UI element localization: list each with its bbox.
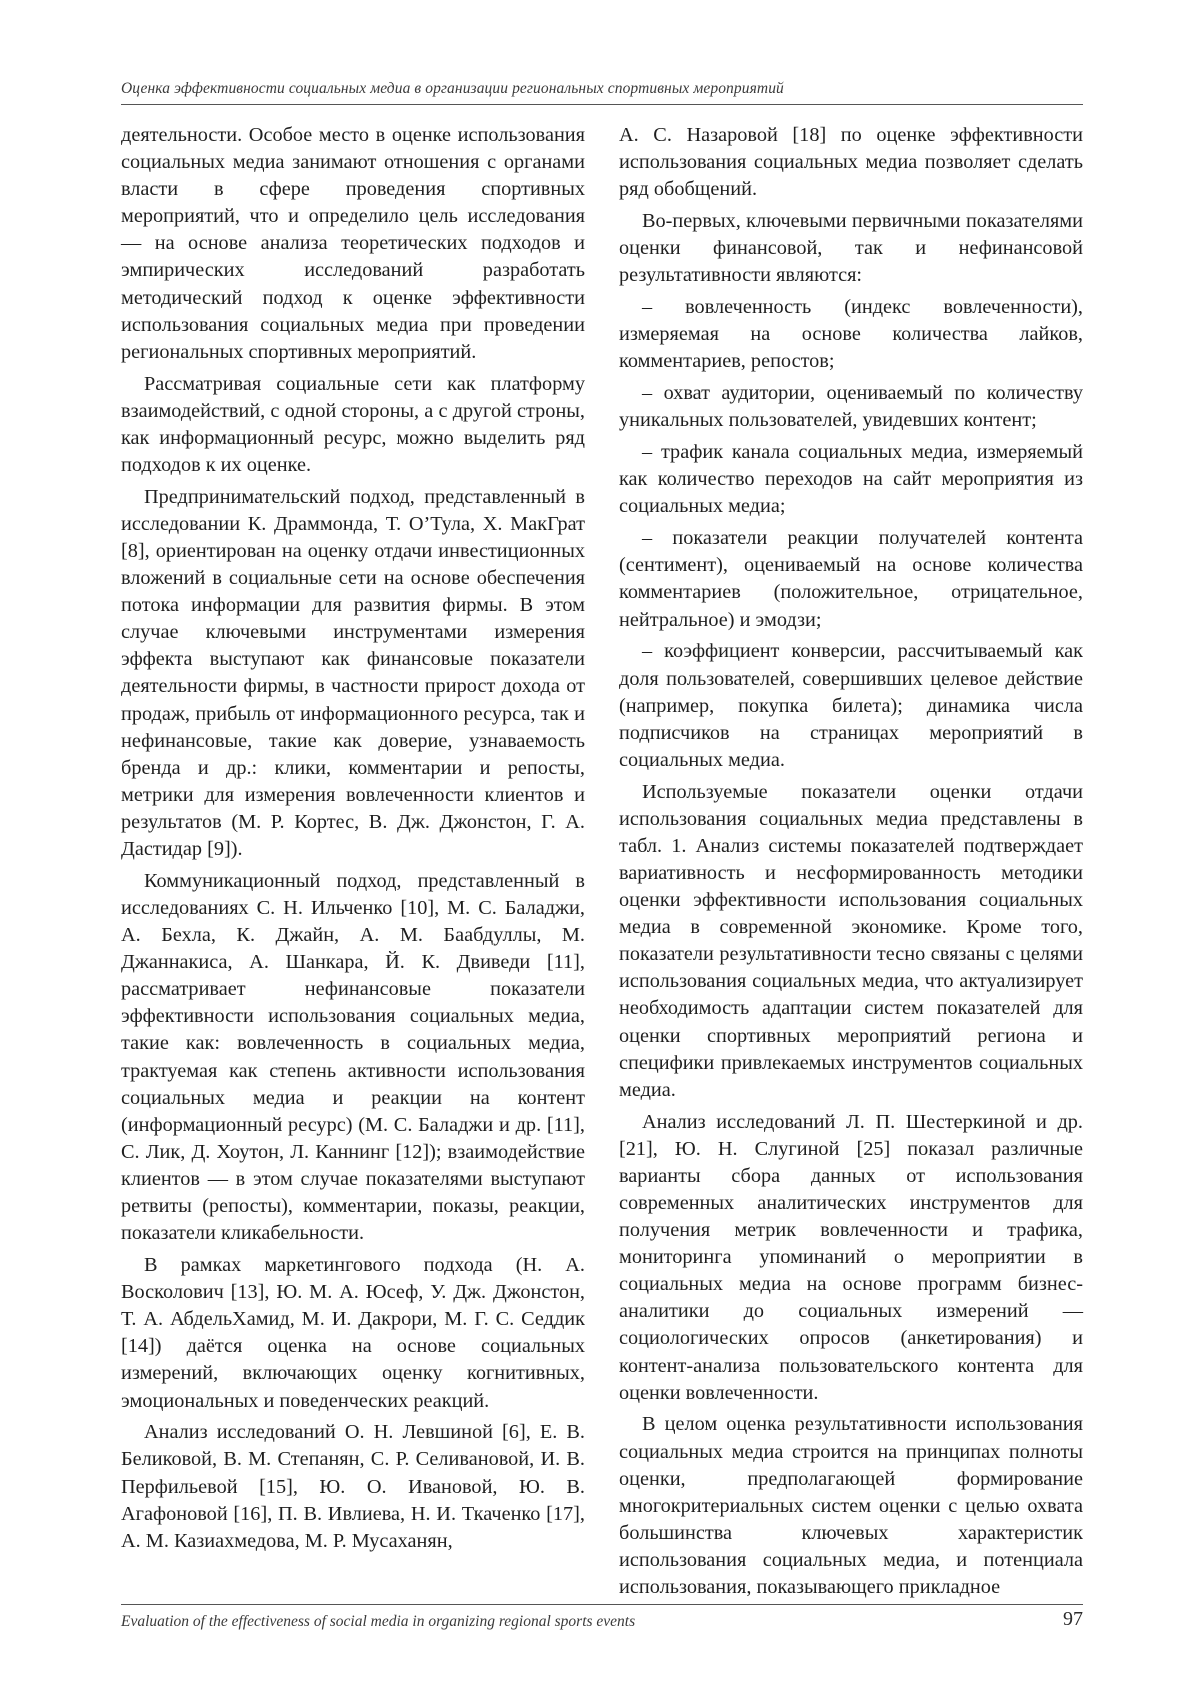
paragraph-continuation: деятельности. Особое место в оценке использования социальных медиа занимают отношения с органами власти в сфере проведения спортивных мероприятий, что и определило цель исследования — на основе анализа теоретических подходов и эмпирических исследований разработать методический подход к оценке эффективности использования социальных медиа при проведении региональных спортивных мероприятий. bbox=[121, 124, 585, 363]
list-item: – показатели реакции получателей контента (сентимент), оцениваемый на основе количества комментариев (положительное, отрицательное, нейтральное) и эмодзи; bbox=[619, 527, 1083, 631]
paragraph-continuation: А. С. Назаровой [18] по оценке эффективности использования социальных медиа позволяет сделать ряд обобщений. bbox=[619, 124, 1083, 201]
paragraph: Предпринимательский подход, представленный в исследовании К. Драммонда, Т. О’Тула, Х. МакГрат [8], ориентирован на оценку отдачи инвестиционных вложений в социальные сети на основе обеспечения потока информации для развития фирмы. В этом случае ключевыми инструментами измерения эффекта выступают как финансовые показатели деятельности фирмы, в частности прирост дохода от продаж, прибыль от информационного ресурса, так и нефинансовые, такие как доверие, узнаваемость бренда и др.: клики, комментарии и репосты, метрики для измерения вовлеченности клиентов и результатов (М. Р. Кортес, В. Дж. Джонстон, Г. А. Дастидар [9]). bbox=[121, 485, 585, 861]
paragraph: Используемые показатели оценки отдачи использования социальных медиа представлены в табл. 1. Анализ системы показателей подтверждает вариативность и несформированность методики оценки эффективности использования социальных медиа в современной экономике. Кроме того, показатели результативности тесно связаны с целями использования социальных медиа, что актуализирует необходимость адаптации систем показателей для оценки спортивных мероприятий региона и специфики привлекаемых инструментов социальных медиа. bbox=[619, 780, 1083, 1101]
list-item: – трафик канала социальных медиа, измеряемый как количество переходов на сайт мероприятия из социальных медиа; bbox=[619, 441, 1083, 518]
paragraph: Рассматривая социальные сети как платформу взаимодействий, с одной стороны, а с другой строны, как информационный ресурс, можно выделить ряд подходов к их оценке. bbox=[121, 372, 585, 476]
paragraph: Коммуникационный подход, представленный в исследованиях С. Н. Ильченко [10], М. С. Баладжи, А. Бехла, К. Джайн, А. М. Баабдуллы, М. Джаннакиса, А. Шанкара, Й. К. Двиведи [11], рассматривает нефинансовые показатели эффективности использования социальных медиа, такие как: вовлеченность в социальных медиа, трактуемая как степень активности использования социальных медиа и реакции на контент (информационный ресурс) (М. С. Баладжи и др. [11], С. Лик, Д. Хоутон, Л. Каннинг [12]); взаимодействие клиентов — в этом случае показателями выступают ретвиты (репосты), комментарии, показы, реакции, показатели кликабельности. bbox=[121, 869, 585, 1245]
list-item: – охват аудитории, оцениваемый по количеству уникальных пользователей, увидевших контент; bbox=[619, 382, 1083, 432]
header-rule bbox=[121, 104, 1083, 105]
paragraph: В рамках маркетингового подхода (Н. А. Восколович [13], Ю. М. А. Юсеф, У. Дж. Джонстон, Т. А. АбдельХамид, М. И. Дакрори, М. Г. С. Седдик [14]) даётся оценка на основе социальных измерений, включающих оценку когнитивных, эмоциональных и поведенческих реакций. bbox=[121, 1254, 585, 1412]
paragraph: Анализ исследований Л. П. Шестеркиной и др. [21], Ю. Н. Слугиной [25] показал различные варианты сбора данных от использования современных аналитических инструментов для получения метрик вовлеченности и трафика, мониторинга упоминаний о мероприятии в социальных медиа на основе программ бизнес-аналитики до социальных измерений — социологических опросов (анкетирования) и контент-анализа пользовательского контента для оценки вовлеченности. bbox=[619, 1110, 1083, 1404]
running-header-title: Оценка эффективности социальных медиа в организации региональных спортивных мероприятий bbox=[121, 80, 784, 97]
left-column bbox=[121, 122, 585, 1560]
paragraph: Во-первых, ключевыми первичными показателями оценки финансовой, так и нефинансовой результативности являются: bbox=[619, 210, 1083, 287]
right-column bbox=[619, 122, 1083, 1606]
page-number: 97 bbox=[1063, 1608, 1083, 1630]
list-item: – коэффициент конверсии, рассчитываемый как доля пользователей, совершивших целевое действие (например, покупка билета); динамика числа подписчиков на страницах мероприятий в социальных медиа. bbox=[619, 640, 1083, 771]
footer-rule bbox=[121, 1604, 1083, 1605]
running-footer-title: Evaluation of the effectiveness of social media in organizing regional sports events bbox=[121, 1613, 636, 1630]
paragraph: Анализ исследований О. Н. Левшиной [6], Е. В. Беликовой, В. М. Степанян, С. Р. Селивановой, И. В. Перфильевой [15], Ю. О. Ивановой, Ю. В. Агафоновой [16], П. В. Ивлиева, Н. И. Ткаченко [17], А. М. Казиахмедова, М. Р. Мусаханян, bbox=[121, 1421, 585, 1552]
list-item: – вовлеченность (индекс вовлеченности), измеряемая на основе количества лайков, комментариев, репостов; bbox=[619, 296, 1083, 373]
paragraph: В целом оценка результативности использования социальных медиа строится на принципах полноты оценки, предполагающей формирование многокритериальных систем оценки с целью охвата большинства ключевых характеристик использования социальных медиа, и потенциала использования, показывающего прикладное bbox=[619, 1413, 1083, 1599]
